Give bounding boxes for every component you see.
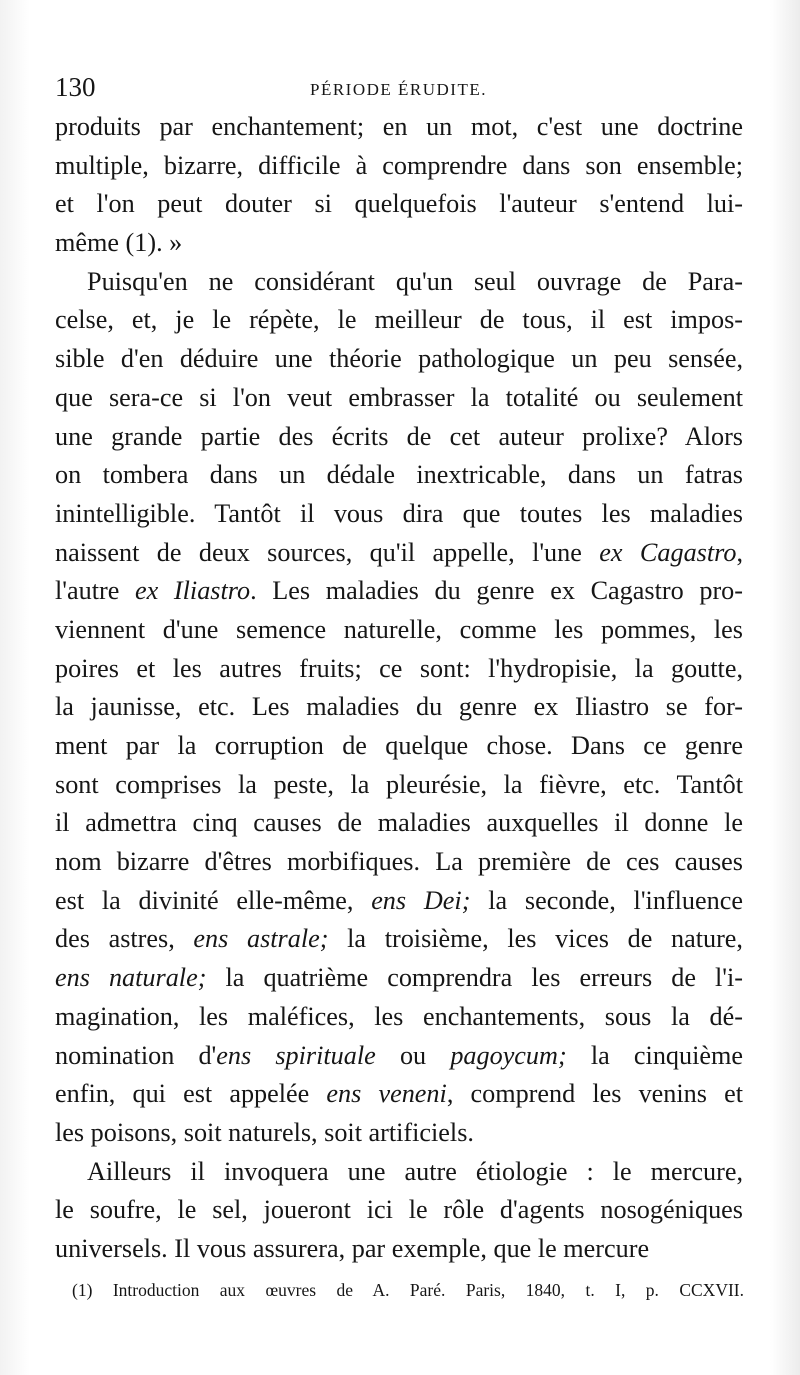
text-line: les poisons, soit naturels, soit artificiels. (55, 1117, 474, 1147)
page-number: 130 (55, 72, 96, 102)
footnote: (1) Introduction aux œuvres de A. Paré. Paris, 1840, t. I, p. CCXVII. (72, 1280, 744, 1300)
text-line: magination, les maléfices, les enchantements, sous la dé- (55, 1001, 743, 1031)
paragraph (55, 1153, 743, 1269)
text-line: enfin, qui est appelée ens veneni, comprend les venins et (55, 1079, 743, 1109)
text-line: et l'on peut douter si quelquefois l'auteur s'entend lui- (55, 189, 743, 219)
body-text (55, 108, 743, 1269)
text-line: la jaunisse, etc. Les maladies du genre ex Iliastro se for- (55, 692, 743, 722)
text-line: l'autre ex Iliastro. Les maladies du genre ex Cagastro pro- (55, 576, 743, 606)
text-line: multiple, bizarre, difficile à comprendre dans son ensemble; (55, 150, 743, 180)
text-line: Puisqu'en ne considérant qu'un seul ouvrage de Para- (87, 266, 743, 296)
text-line: est la divinité elle-même, ens Dei; la seconde, l'influence (55, 885, 743, 915)
text-line: il admettra cinq causes de maladies auxquelles il donne le (55, 808, 743, 838)
page-header (55, 72, 745, 112)
text-line: celse, et, je le répète, le meilleur de tous, il est impos- (55, 305, 743, 335)
text-line: nom bizarre d'êtres morbifiques. La première de ces causes (55, 847, 743, 877)
text-line: produits par enchantement; en un mot, c'est une doctrine (55, 112, 743, 141)
text-line: Ailleurs il invoquera une autre étiologie : le mercure, (87, 1156, 743, 1186)
text-line: viennent d'une semence naturelle, comme les pommes, les (55, 614, 743, 644)
text-line: on tombera dans un dédale inextricable, dans un fatras (55, 460, 743, 490)
text-line: nomination d'ens spirituale ou pagoycum; la cinquième (55, 1040, 743, 1070)
text-line: inintelligible. Tantôt il vous dira que toutes les maladies (55, 498, 743, 528)
text-line: ment par la corruption de quelque chose. Dans ce genre (55, 731, 743, 760)
paragraph (55, 263, 743, 1153)
text-line: des astres, ens astrale; la troisième, les vices de nature, (55, 924, 743, 954)
text-line: sont comprises la peste, la pleurésie, la fièvre, etc. Tantôt (55, 769, 743, 799)
paragraph (55, 108, 743, 263)
text-line: sible d'en déduire une théorie pathologique un peu sensée, (55, 344, 743, 374)
text-line: que sera-ce si l'on veut embrasser la totalité ou seulement (55, 382, 743, 412)
text-line: même (1). » (55, 228, 183, 258)
text-line: universels. Il vous assurera, par exemple, que le mercure (55, 1233, 650, 1263)
text-line: poires et les autres fruits; ce sont: l'hydropisie, la goutte, (55, 653, 743, 683)
text-line: ens naturale; la quatrième comprendra les erreurs de l'i- (55, 963, 743, 993)
running-head: PÉRIODE ÉRUDITE. (310, 80, 487, 99)
text-line: une grande partie des écrits de cet auteur prolixe? Alors (55, 421, 743, 451)
text-line: naissent de deux sources, qu'il appelle, l'une ex Cagastro, (55, 537, 743, 567)
text-line: le soufre, le sel, joueront ici le rôle d'agents nosogéniques (55, 1195, 743, 1225)
